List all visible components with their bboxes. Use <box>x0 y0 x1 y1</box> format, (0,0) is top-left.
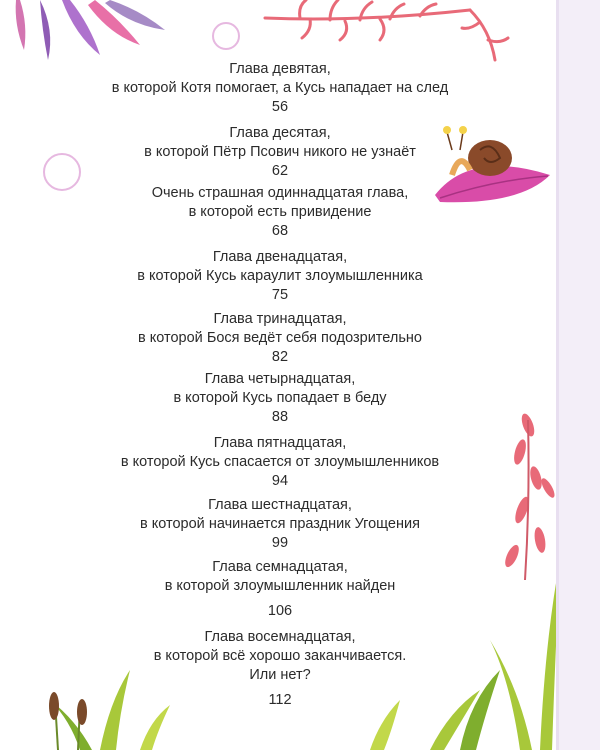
toc-entry[interactable] <box>0 310 560 367</box>
page-number: 82 <box>271 349 289 365</box>
toc-entry[interactable] <box>0 370 560 427</box>
chapter-title: Глава шестнадцатая, <box>208 497 352 513</box>
toc-entry[interactable] <box>0 558 560 621</box>
page-number: 94 <box>271 473 289 489</box>
chapter-subtitle: Или нет? <box>249 667 311 683</box>
page-number: 75 <box>271 287 289 303</box>
chapter-subtitle: в которой Кусь караулит злоумышленника <box>137 268 423 284</box>
chapter-title: Глава тринадцатая, <box>213 311 347 327</box>
right-edge-strip <box>556 0 600 750</box>
page-number: 106 <box>267 603 293 619</box>
chapter-subtitle: в которой начинается праздник Угощения <box>140 516 420 532</box>
chapter-subtitle: в которой Пётр Псович никого не узнаёт <box>144 144 416 160</box>
page-number: 112 <box>268 692 292 708</box>
chapter-title: Глава десятая, <box>229 125 331 141</box>
chapter-subtitle: в которой есть привидение <box>188 204 372 220</box>
toc-entry[interactable] <box>0 184 560 241</box>
chapter-subtitle: в которой злоумышленник найден <box>164 578 396 594</box>
chapter-subtitle: в которой Кусь спасается от злоумышленников <box>120 454 440 470</box>
toc-entry[interactable] <box>0 496 560 553</box>
chapter-subtitle: в которой всё хорошо заканчивается. <box>153 648 407 664</box>
toc-entry[interactable] <box>0 628 560 710</box>
chapter-title: Глава восемнадцатая, <box>204 629 356 645</box>
toc-entry[interactable] <box>0 434 560 491</box>
chapter-title: Очень страшная одиннадцатая глава, <box>151 185 409 201</box>
chapter-title: Глава пятнадцатая, <box>213 435 347 451</box>
chapter-title: Глава четырнадцатая, <box>204 371 356 387</box>
chapter-subtitle: в которой Котя помогает, а Кусь нападает на след <box>111 80 449 96</box>
toc-entry[interactable] <box>0 248 560 305</box>
chapter-subtitle: в которой Кусь попадает в беду <box>173 390 387 406</box>
chapter-title: Глава девятая, <box>229 61 331 77</box>
page-number: 56 <box>271 99 289 115</box>
page-number: 62 <box>271 163 289 179</box>
chapter-subtitle: в которой Бося ведёт себя подозрительно <box>138 330 422 346</box>
page-number: 68 <box>271 223 289 239</box>
toc-entry[interactable] <box>0 124 560 181</box>
page-number: 99 <box>271 535 289 551</box>
chapter-title: Глава двенадцатая, <box>212 249 348 265</box>
toc-entry[interactable] <box>0 60 560 117</box>
chapter-title: Глава семнадцатая, <box>212 559 348 575</box>
page-number: 88 <box>271 409 289 425</box>
